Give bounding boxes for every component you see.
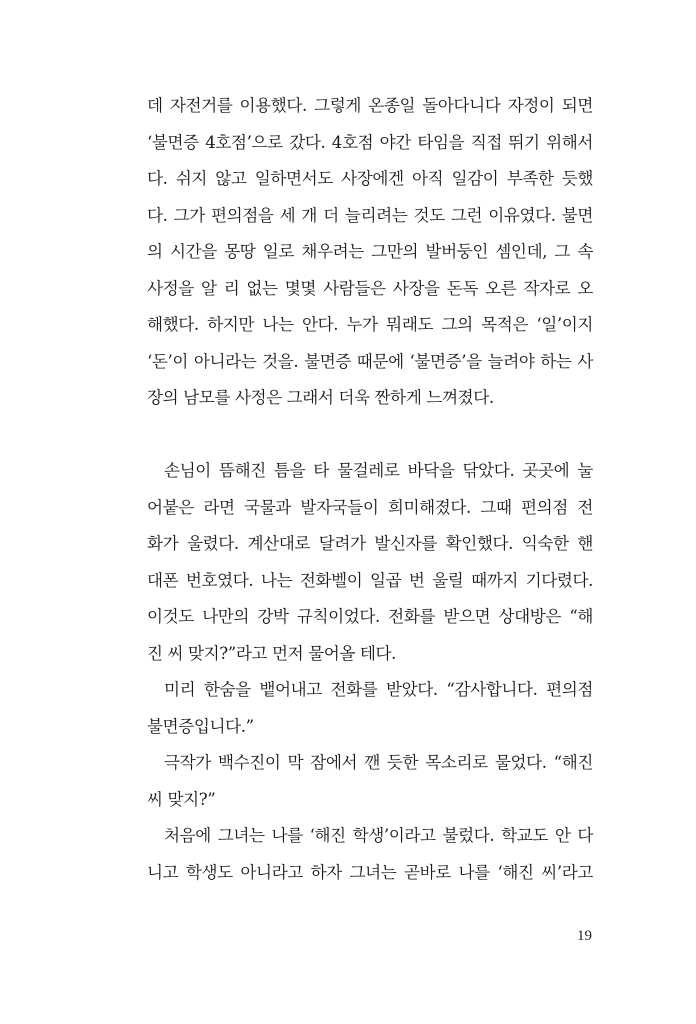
text-line: 니고 학생도 아니라고 하자 그녀는 곧바로 나를 ‘해진 씨’라고: [147, 862, 593, 882]
text-line: 화가 울렸다. 계산대로 달려가 발신자를 확인했다. 익숙한 핸: [147, 534, 593, 553]
text-line: ‘돈’이 아니라는 것을. 불면증 때문에 ‘불면증’을 늘려야 하는 사: [147, 351, 593, 371]
text-line: 의 시간을 몽땅 일로 채우려는 그만의 발버둥인 셈인데, 그 속: [147, 242, 593, 261]
text-line: 데 자전거를 이용했다. 그렇게 온종일 돌아다니다 자정이 되면: [147, 96, 593, 115]
paragraph-start-line: 처음에 그녀는 나를 ‘해진 학생’이라고 불렀다. 학교도 안 다: [164, 826, 593, 845]
page-number: 19: [577, 928, 592, 944]
paragraph-gap: [147, 417, 593, 454]
text-line: 해했다. 하지만 나는 안다. 누가 뭐래도 그의 목적은 ‘일’이지: [147, 315, 593, 334]
paragraph-end-line: 진 씨 맞지?”라고 먼저 물어올 테다.: [147, 643, 397, 663]
paragraph-end-line: 불면증입니다.”: [147, 716, 254, 736]
text-line: 다. 쉬지 않고 일하면서도 사장에겐 아직 일감이 부족한 듯했: [147, 169, 593, 188]
text-line: 사정을 알 리 없는 몇몇 사람들은 사장을 돈독 오른 작자로 오: [147, 278, 593, 298]
paragraph-start-line: 손님이 뜸해진 틈을 타 물걸레로 바닥을 닦았다. 곳곳에 눌: [164, 461, 593, 480]
page-body-text: [147, 88, 593, 891]
paragraph-end-line: 씨 맞지?”: [147, 789, 216, 809]
text-line: 대폰 번호였다. 나는 전화벨이 일곱 번 울릴 때까지 기다렸다.: [147, 570, 593, 590]
paragraph-end-line: 장의 남모를 사정은 그래서 더욱 짠하게 느껴졌다.: [147, 388, 494, 407]
text-line: 이것도 나만의 강박 규칙이었다. 전화를 받으면 상대방은 “해: [147, 607, 593, 626]
text-line: ‘불면증 4호점’으로 갔다. 4호점 야간 타임을 직접 뛰기 위해서: [147, 132, 593, 152]
paragraph-start-line: 미리 한숨을 뱉어내고 전화를 받았다. “감사합니다. 편의점: [164, 680, 593, 699]
text-line: 어붙은 라면 국물과 발자국들이 희미해졌다. 그때 편의점 전: [147, 497, 593, 517]
paragraph-start-line: 극작가 백수진이 막 잠에서 깬 듯한 목소리로 물었다. “해진: [164, 753, 593, 772]
text-line: 다. 그가 편의점을 세 개 더 늘리려는 것도 그런 이유였다. 불면: [147, 205, 593, 225]
